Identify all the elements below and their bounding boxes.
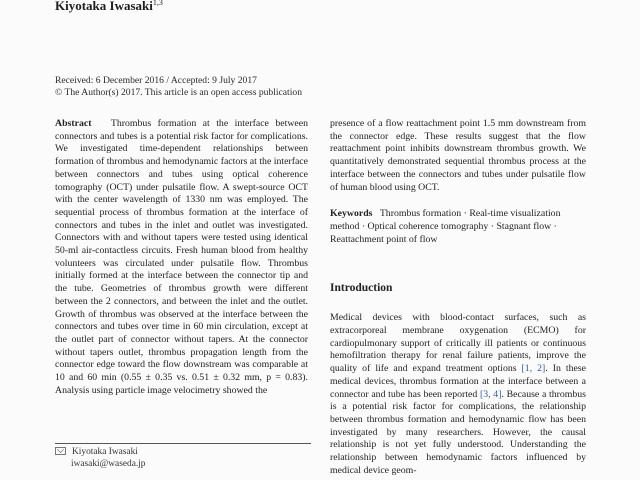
keywords-label: Keywords <box>330 208 373 220</box>
copyright-notice: © The Author(s) 2017. This article is an open access publication <box>55 87 302 98</box>
corresponding-author-email[interactable]: iwasaki@waseda.jp <box>71 458 146 469</box>
intro-text-2: . In these medical devices, thrombus formation at the interface between a connector and tube has been reported <box>330 363 586 400</box>
corresponding-author-footnote <box>55 446 146 470</box>
citation-link-1-2[interactable]: [1, 2] <box>521 363 546 375</box>
envelope-icon <box>55 447 66 455</box>
keywords <box>330 208 586 246</box>
abstract-text-right: presence of a flow reattachment point 1.5 mm downstream from the connector edge. These results suggest that the flow reattachment point inhibits downstream thrombus growth. We quantitatively demonstrated sequential thrombus process at the interface between the connectors and tubes under pulsatile flow of human blood using OCT. <box>330 118 586 193</box>
article-meta <box>55 75 302 99</box>
abstract-label: Abstract <box>55 118 92 129</box>
author-name <box>55 0 163 14</box>
corresponding-author-name: Kiyotaka Iwasaki <box>72 447 138 457</box>
abstract-column-left <box>55 118 308 397</box>
citation-link-3-4[interactable]: [3, 4] <box>480 388 502 400</box>
introduction-paragraph <box>330 312 586 477</box>
abstract-column-right <box>330 118 586 477</box>
footnote-divider <box>55 443 311 444</box>
affiliation-marks: 1,3 <box>152 0 163 7</box>
received-accepted-dates: Received: 6 December 2016 / Accepted: 9 July 2017 <box>55 75 257 86</box>
intro-text-1: Medical devices with blood-contact surfaces, such as extracorporeal membrane oxygenation (ECMO) for cardiopulmonary support of critically ill patients or continuous hemofiltration therapy for renal failure patients, improve the quality of life and expand treatment options <box>330 312 586 375</box>
abstract-paragraph <box>55 118 308 397</box>
abstract-text-left: Thrombus formation at the interface between connectors and tubes is a potential risk factor for complications. We investigated time-dependent relationships between formation of thrombus and hemodynamic factors at the interface between connectors and tubes using optical coherence tomography (OCT) under pulsatile flow. A swept-source OCT with the center wavelength of 1330 nm was employed. The sequential process of thrombus formation at the interface of connectors and tubes in the inlet and outlet was investigated. Connectors with and without tapers were tested using identical 50-ml air-contactless circuits. Fresh human blood from healthy volunteers was circulated under pulsatile flow. Thrombus initially formed at the interface between the connector tip and the tube. Geometries of thrombus growth were different between the 2 connectors, and between the inlet and the outlet. Growth of thrombus was observed at the interface between the connectors and tubes over time in 60 min circulation, except at the outlet part of connector without tapers. At the connector without tapers outlet, thrombus propagation length from the connector edge toward the flow downstream was comparable at 10 and 60 min (0.55 ± 0.35 vs. 0.51 ± 0.32 mm, p = 0.83). Analysis using particle image velocimetry showed the <box>55 118 308 396</box>
introduction-heading: Introduction <box>330 282 393 295</box>
author-text: Kiyotaka Iwasaki <box>55 0 153 13</box>
intro-text-3: . Because a thrombus is a potential risk factor for complications, the relationship between thrombus formation and hemodynamic flow has been investigated by many researchers. However, the causal relationship is not yet fully understood. Understanding the relationship between hemodynamic factors influenced by medical device geom- <box>330 388 586 476</box>
keywords-text: Thrombus formation · Real-time visualization method · Optical coherence tomography · Stagnant flow · Reattachment point of flow <box>330 208 561 245</box>
